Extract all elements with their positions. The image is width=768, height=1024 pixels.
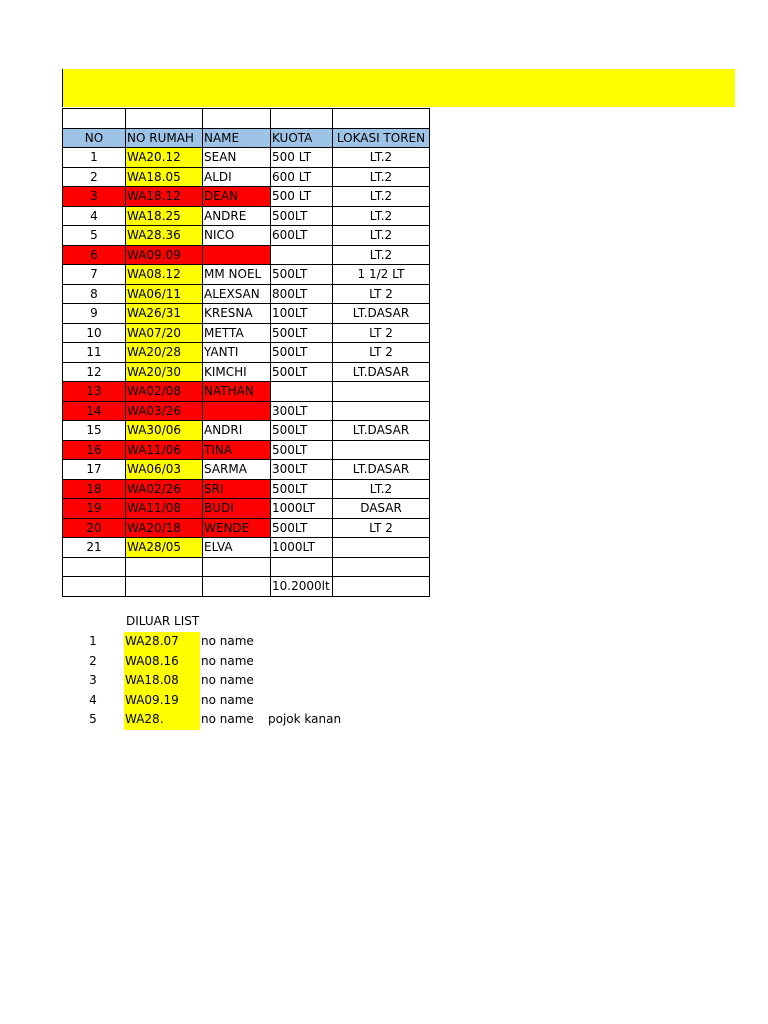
cell-location[interactable]: LT 2 [333, 284, 430, 304]
list-item [62, 691, 369, 711]
empty-cell[interactable] [63, 557, 126, 577]
cell-location[interactable]: LT.DASAR [333, 460, 430, 480]
cell-quota[interactable] [271, 245, 333, 265]
cell-location[interactable]: LT.DASAR [333, 304, 430, 324]
outside-house-number[interactable]: WA18.08 [124, 671, 200, 691]
outside-name[interactable]: no name [201, 712, 254, 727]
table-row [63, 479, 430, 499]
cell-no[interactable]: 8 [63, 284, 126, 304]
outside-house-number[interactable]: WA28. [124, 710, 200, 730]
header-house[interactable]: NO RUMAH [126, 128, 203, 148]
cell-no[interactable]: 20 [63, 518, 126, 538]
cell-no[interactable]: 14 [63, 401, 126, 421]
cell-name[interactable]: KIMCHI [203, 362, 271, 382]
empty-cell[interactable] [203, 577, 271, 597]
outside-name[interactable]: no name [201, 673, 254, 688]
cell-name[interactable]: KRESNA [203, 304, 271, 324]
cell-house-number[interactable]: WA18.05 [126, 167, 203, 187]
cell-quota[interactable]: 500 LT [271, 187, 333, 207]
cell-location[interactable] [333, 401, 430, 421]
blank-row [63, 109, 430, 129]
outside-name[interactable]: no name [201, 692, 254, 707]
table-row [63, 284, 430, 304]
cell-location[interactable]: LT 2 [333, 518, 430, 538]
table-row [63, 362, 430, 382]
header-name[interactable]: NAME [203, 128, 271, 148]
empty-cell[interactable] [271, 557, 333, 577]
outside-no[interactable]: 1 [89, 634, 97, 649]
header-no[interactable]: NO [63, 128, 126, 148]
cell-house-number[interactable]: WA20.12 [126, 148, 203, 168]
cell-no[interactable]: 16 [63, 440, 126, 460]
cell-house-number[interactable]: WA28.36 [126, 226, 203, 246]
cell-location[interactable]: LT.DASAR [333, 421, 430, 441]
cell-location[interactable] [333, 382, 430, 402]
cell-name[interactable]: ALEXSAN [203, 284, 271, 304]
table-row [63, 401, 430, 421]
cell-quota[interactable]: 300LT [271, 401, 333, 421]
empty-cell[interactable] [333, 109, 430, 129]
empty-cell[interactable] [126, 109, 203, 129]
cell-house-number[interactable]: WA09.09 [126, 245, 203, 265]
cell-house-number[interactable]: WA20/18 [126, 518, 203, 538]
list-item [62, 652, 369, 672]
empty-cell[interactable] [63, 577, 126, 597]
cell-house-number[interactable]: WA07/20 [126, 323, 203, 343]
cell-quota[interactable]: 300LT [271, 460, 333, 480]
table-row [63, 343, 430, 363]
table-row [63, 167, 430, 187]
cell-no[interactable]: 5 [63, 226, 126, 246]
outside-house-number[interactable]: WA08.16 [124, 652, 200, 672]
cell-no[interactable]: 2 [63, 167, 126, 187]
outside-note[interactable]: pojok kanan [268, 712, 342, 727]
cell-house-number[interactable]: WA26/31 [126, 304, 203, 324]
empty-cell[interactable] [63, 109, 126, 129]
cell-house-number[interactable]: WA28/05 [126, 538, 203, 558]
outside-note[interactable] [267, 632, 369, 652]
cell-house-number[interactable]: WA06/11 [126, 284, 203, 304]
cell-name[interactable]: NICO [203, 226, 271, 246]
cell-quota[interactable]: 600 LT [271, 167, 333, 187]
table-row [63, 440, 430, 460]
cell-no[interactable]: 13 [63, 382, 126, 402]
table-row [63, 323, 430, 343]
header-quota[interactable]: KUOTA [271, 128, 333, 148]
header-location[interactable]: LOKASI TOREN [333, 128, 430, 148]
table-row [63, 421, 430, 441]
cell-no[interactable]: 11 [63, 343, 126, 363]
table-row [63, 518, 430, 538]
cell-location[interactable]: LT.2 [333, 245, 430, 265]
cell-location[interactable]: LT.2 [333, 226, 430, 246]
cell-house-number[interactable]: WA08.12 [126, 265, 203, 285]
total-quota[interactable]: 10.2000lt [271, 577, 333, 597]
cell-location[interactable]: LT.2 [333, 167, 430, 187]
cell-quota[interactable]: 500LT [271, 265, 333, 285]
cell-location[interactable] [333, 440, 430, 460]
cell-quota[interactable]: 500LT [271, 343, 333, 363]
cell-no[interactable]: 3 [63, 187, 126, 207]
cell-name[interactable]: ANDRI [203, 421, 271, 441]
cell-location[interactable]: LT 2 [333, 343, 430, 363]
cell-quota[interactable]: 1000LT [271, 499, 333, 519]
empty-cell[interactable] [333, 577, 430, 597]
empty-cell[interactable] [203, 557, 271, 577]
cell-name[interactable]: MM NOEL [203, 265, 271, 285]
cell-house-number[interactable]: WA03/26 [126, 401, 203, 421]
list-item [62, 632, 369, 652]
cell-house-number[interactable]: WA11/08 [126, 499, 203, 519]
outside-list [62, 632, 369, 730]
empty-cell[interactable] [333, 557, 430, 577]
cell-house-number[interactable]: WA06/03 [126, 460, 203, 480]
cell-name[interactable]: ANDRE [203, 206, 271, 226]
cell-quota[interactable]: 1000LT [271, 538, 333, 558]
cell-name[interactable]: SEAN [203, 148, 271, 168]
table-row [63, 265, 430, 285]
cell-location[interactable]: DASAR [333, 499, 430, 519]
list-item [62, 710, 369, 730]
outside-house-number[interactable]: WA28.07 [124, 632, 200, 652]
cell-no[interactable]: 12 [63, 362, 126, 382]
cell-location[interactable]: LT.DASAR [333, 362, 430, 382]
quota-table [62, 108, 430, 597]
empty-cell[interactable] [126, 577, 203, 597]
cell-location[interactable]: LT.2 [333, 148, 430, 168]
cell-no[interactable]: 18 [63, 479, 126, 499]
cell-quota[interactable]: 500 LT [271, 148, 333, 168]
table-row [63, 499, 430, 519]
cell-house-number[interactable]: WA18.12 [126, 187, 203, 207]
cell-house-number[interactable]: WA20/28 [126, 343, 203, 363]
outside-name[interactable]: no name [201, 634, 254, 649]
cell-name[interactable]: NATHAN [203, 382, 271, 402]
cell-name[interactable]: ELVA [203, 538, 271, 558]
table-row [63, 382, 430, 402]
table-row [63, 245, 430, 265]
cell-quota[interactable]: 500LT [271, 206, 333, 226]
table-row [63, 460, 430, 480]
cell-house-number[interactable]: WA02/26 [126, 479, 203, 499]
cell-name[interactable] [203, 245, 271, 265]
table-row [63, 148, 430, 168]
cell-no[interactable]: 7 [63, 265, 126, 285]
cell-quota[interactable]: 500LT [271, 479, 333, 499]
outside-name[interactable]: no name [201, 653, 254, 668]
cell-quota[interactable]: 800LT [271, 284, 333, 304]
cell-house-number[interactable]: WA11/06 [126, 440, 203, 460]
cell-quota[interactable]: 100LT [271, 304, 333, 324]
table-row [63, 206, 430, 226]
cell-name[interactable]: YANTI [203, 343, 271, 363]
cell-name[interactable]: BUDI [203, 499, 271, 519]
cell-quota[interactable]: 500LT [271, 323, 333, 343]
table-row [63, 187, 430, 207]
cell-name[interactable]: ALDI [203, 167, 271, 187]
cell-location[interactable]: LT.2 [333, 187, 430, 207]
header-row [63, 128, 430, 148]
empty-cell[interactable] [271, 109, 333, 129]
cell-house-number[interactable]: WA18.25 [126, 206, 203, 226]
cell-house-number[interactable]: WA30/06 [126, 421, 203, 441]
table-row [63, 304, 430, 324]
empty-cell[interactable] [126, 557, 203, 577]
outside-no[interactable]: 2 [89, 653, 97, 668]
cell-no[interactable]: 15 [63, 421, 126, 441]
table-row [63, 538, 430, 558]
cell-quota[interactable]: 500LT [271, 362, 333, 382]
cell-quota[interactable]: 600LT [271, 226, 333, 246]
table-row [63, 226, 430, 246]
cell-house-number[interactable]: WA20/30 [126, 362, 203, 382]
cell-name[interactable]: METTA [203, 323, 271, 343]
cell-location[interactable]: 1 1/2 LT [333, 265, 430, 285]
empty-cell[interactable] [203, 109, 271, 129]
cell-quota[interactable] [271, 382, 333, 402]
cell-no[interactable]: 21 [63, 538, 126, 558]
cell-no[interactable]: 4 [63, 206, 126, 226]
cell-location[interactable]: LT 2 [333, 323, 430, 343]
cell-name[interactable]: TINA [203, 440, 271, 460]
outside-no[interactable]: 5 [89, 712, 97, 727]
cell-no[interactable]: 1 [63, 148, 126, 168]
cell-no[interactable]: 10 [63, 323, 126, 343]
outside-note[interactable] [267, 691, 369, 711]
outside-no[interactable]: 3 [89, 673, 97, 688]
cell-no[interactable]: 9 [63, 304, 126, 324]
cell-quota[interactable]: 500LT [271, 421, 333, 441]
cell-name[interactable]: DEAN [203, 187, 271, 207]
cell-quota[interactable]: 500LT [271, 518, 333, 538]
outside-list-title: DILUAR LIST [126, 614, 200, 628]
cell-location[interactable]: LT.2 [333, 479, 430, 499]
cell-name[interactable] [203, 401, 271, 421]
cell-name[interactable]: SARMA [203, 460, 271, 480]
outside-note[interactable] [267, 652, 369, 672]
cell-no[interactable]: 19 [63, 499, 126, 519]
cell-no[interactable]: 17 [63, 460, 126, 480]
total-row [63, 577, 430, 597]
cell-location[interactable]: LT.2 [333, 206, 430, 226]
outside-house-number[interactable]: WA09.19 [124, 691, 200, 711]
cell-quota[interactable]: 500LT [271, 440, 333, 460]
list-item [62, 671, 369, 691]
outside-note[interactable] [267, 671, 369, 691]
cell-house-number[interactable]: WA02/08 [126, 382, 203, 402]
cell-location[interactable] [333, 538, 430, 558]
cell-name[interactable]: SRI [203, 479, 271, 499]
title-bar [62, 69, 735, 107]
blank-row [63, 557, 430, 577]
cell-no[interactable]: 6 [63, 245, 126, 265]
outside-no[interactable]: 4 [89, 692, 97, 707]
cell-name[interactable]: WENDE [203, 518, 271, 538]
